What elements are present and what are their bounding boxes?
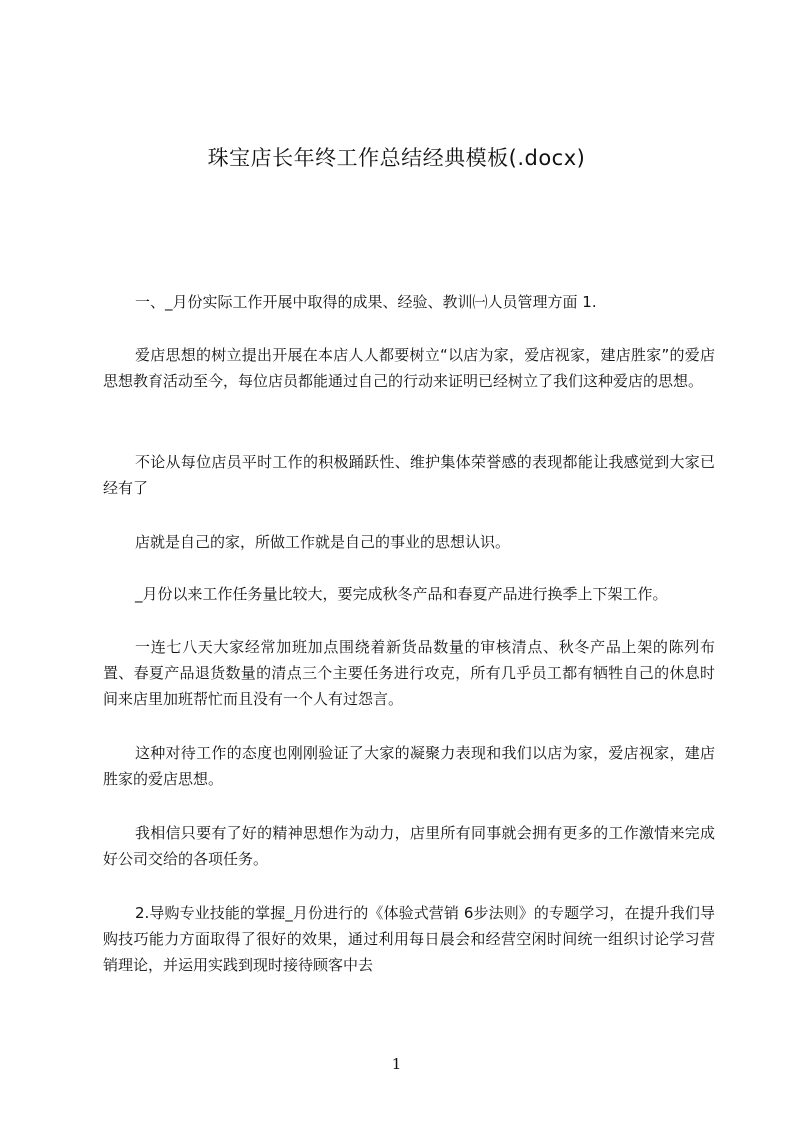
body-paragraph: 不论从每位店员平时工作的积极踊跃性、维护集体荣誉感的表现都能让我感觉到大家已经有了 xyxy=(103,453,715,497)
body-paragraph: 这种对待工作的态度也刚刚验证了大家的凝聚力表现和我们以店为家，爱店视家，建店胜家的爱店思想。 xyxy=(103,744,715,788)
body-paragraph: 2.导购专业技能的掌握_月份进行的《体验式营销 6步法则》的专题学习，在提升我们导购技巧能力方面取得了很好的效果，通过利用每日晨会和经营空闲时间统一组织讨论学习营销理论，并运用实践到现时接待顾客中去 xyxy=(103,904,715,974)
body-paragraph: 一连七八天大家经常加班加点围绕着新货品数量的审核清点、秋冬产品上架的陈列布置、春夏产品退货数量的清点三个主要任务进行攻克，所有几乎员工都有牺牲自己的休息时间来店里加班帮忙而且没有一个人有过怨言。 xyxy=(103,638,715,708)
body-paragraph: _月份以来工作任务量比较大，要完成秋冬产品和春夏产品进行换季上下架工作。 xyxy=(135,585,668,603)
section-heading-paragraph: 一、_月份实际工作开展中取得的成果、经验、教训㈠人员管理方面 1. xyxy=(135,293,597,311)
body-paragraph: 爱店思想的树立提出开展在本店人人都要树立“以店为家，爱店视家，建店胜家”的爱店思想教育活动至今，每位店员都能通过自己的行动来证明已经树立了我们这种爱店的思想。 xyxy=(103,346,715,390)
body-paragraph: 店就是自己的家，所做工作就是自己的事业的思想认识。 xyxy=(135,533,511,551)
body-paragraph: 我相信只要有了好的精神思想作为动力，店里所有同事就会拥有更多的工作激情来完成好公司交给的各项任务。 xyxy=(103,824,715,868)
page-number: 1 xyxy=(391,1055,402,1073)
document-title: 珠宝店长年终工作总结经典模板(.docx) xyxy=(207,146,586,170)
